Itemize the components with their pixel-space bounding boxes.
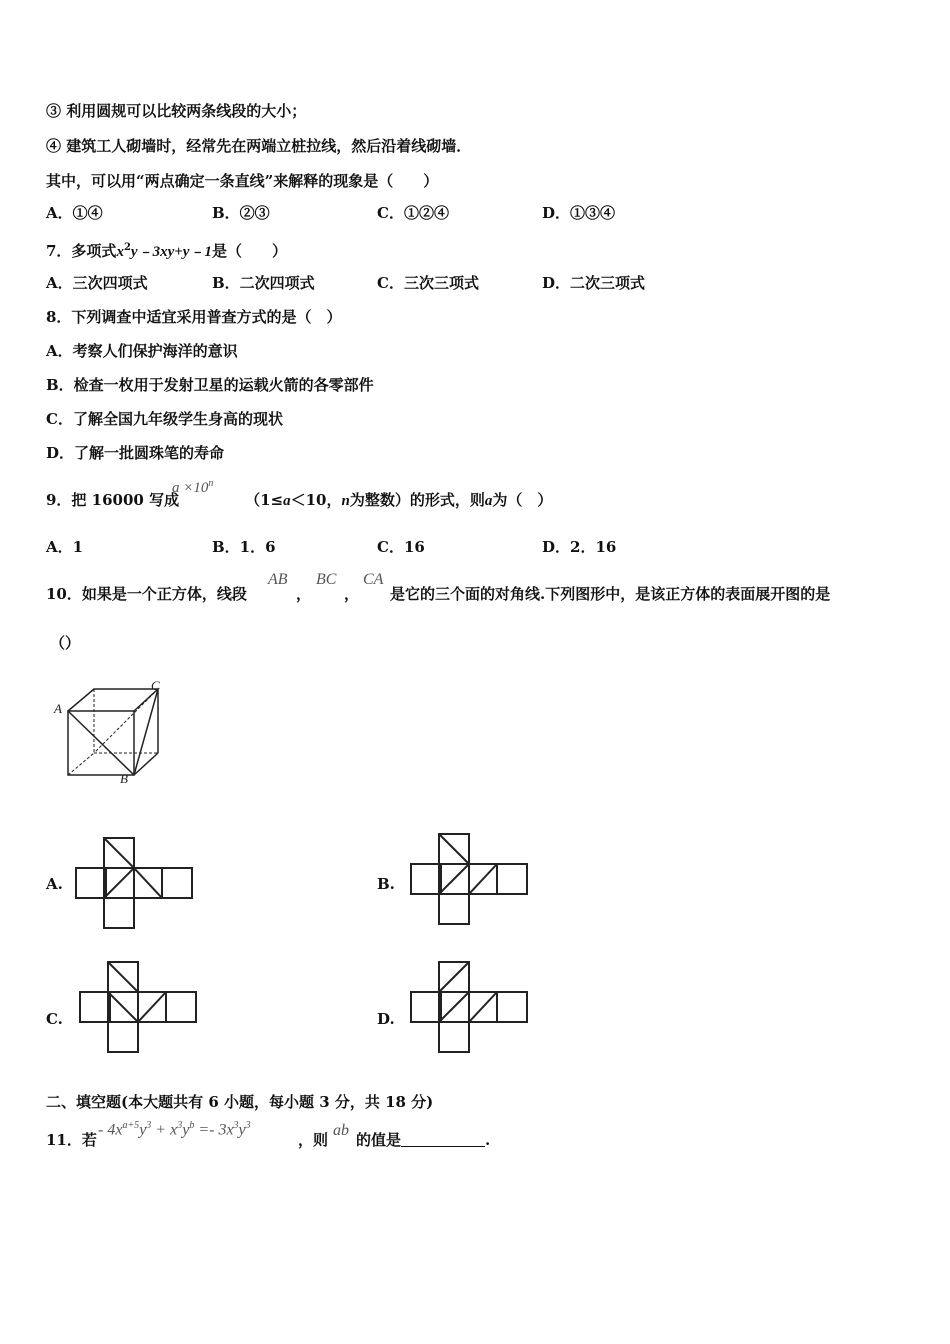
q6-option-b: B．②③ xyxy=(212,204,270,222)
q10-seg-ab: AB xyxy=(268,571,288,588)
cube-label-b: B xyxy=(120,771,128,786)
q11-expr-sup6: 3 xyxy=(245,1120,251,1131)
statement-4: ④ 建筑工人砌墙时，经常先在两端立桩拉线，然后沿着线砌墙． xyxy=(46,137,472,155)
q11-expression xyxy=(98,1120,251,1139)
net-figure-a xyxy=(72,834,197,934)
cube-label-a: A xyxy=(54,701,62,716)
q7-option-b: B．二次四项式 xyxy=(212,274,315,292)
q11-expr-part5: =- 3x xyxy=(194,1121,234,1139)
q11-expr-part1: - 4x xyxy=(98,1121,123,1139)
q11-end: . xyxy=(485,1131,491,1149)
q8-option-b: B．检查一枚用于发射卫星的运载火箭的各零部件 xyxy=(46,376,374,394)
q10-comma-1: ， xyxy=(296,585,312,603)
q11-expr-sup4: b xyxy=(189,1120,195,1131)
q10-stem: 10．如果是一个正方体，线段 xyxy=(46,585,247,603)
q7-option-d: D．二次三项式 xyxy=(542,274,646,292)
q7-expr-sup: 2 xyxy=(123,242,131,253)
q11-expr-part6: y xyxy=(238,1121,246,1139)
net-figure-b xyxy=(407,830,532,930)
q11-expr-sup5: 3 xyxy=(233,1120,239,1131)
q10-paren: （） xyxy=(50,634,81,652)
q9-option-b: B．1．6 xyxy=(212,538,276,556)
net-label-c: C. xyxy=(46,1010,63,1028)
q7-prefix: 7．多项式 xyxy=(46,242,117,260)
q11-mid: ，则 xyxy=(298,1131,329,1149)
q11-expr-part4: y xyxy=(182,1121,190,1139)
q9-cond-open: （1≤ xyxy=(245,491,284,509)
q10-seg-ca: CA xyxy=(363,571,384,588)
q11-expr-sup3: 3 xyxy=(177,1120,183,1131)
section-2-title: 二、填空题(本大题共有 6 小题，每小题 3 分，共 18 分) xyxy=(46,1093,434,1111)
q11-expr-part3: + x xyxy=(151,1121,178,1139)
q9-ask-a: a xyxy=(484,493,493,509)
net-figure-d xyxy=(407,958,532,1058)
q7-option-a: A．三次四项式 xyxy=(46,274,148,292)
q6-option-a: A．①④ xyxy=(46,204,103,222)
q9-cond-mid: ＜10， xyxy=(290,491,342,509)
net-label-d: D. xyxy=(377,1010,395,1028)
q9-option-c: C．16 xyxy=(377,538,425,556)
q9-option-a: A．1 xyxy=(46,538,84,556)
q11-suffix: 的值是 xyxy=(356,1131,402,1149)
q8-option-a: A．考察人们保护海洋的意识 xyxy=(46,342,238,360)
q7-option-c: C．三次三项式 xyxy=(377,274,479,292)
q6-stem: 其中，可以用“两点确定一条直线”来解释的现象是（ ） xyxy=(46,172,439,190)
q11-expr-part2: y xyxy=(139,1121,147,1139)
q7-expr-rest: y﹣3xy+y﹣1 xyxy=(130,244,212,260)
q8-option-d: D．了解一批圆珠笔的寿命 xyxy=(46,444,225,462)
q9-cond-a: a xyxy=(283,493,291,509)
q11-ab: ab xyxy=(333,1122,349,1139)
statement-3: ③ 利用圆规可以比较两条线段的大小； xyxy=(46,102,307,120)
q8-stem: 8．下列调查中适宜采用普查方式的是（ ） xyxy=(46,308,342,326)
q11-expr-sup1: a+5 xyxy=(122,1120,140,1131)
q11-answer-blank[interactable] xyxy=(401,1132,485,1147)
q7-expr-x: x xyxy=(116,244,124,260)
q9-formula-sup: n xyxy=(208,478,214,489)
net-figure-c xyxy=(76,958,201,1058)
net-label-b: B. xyxy=(377,875,395,893)
q10-seg-bc: BC xyxy=(316,571,337,588)
q9-formula xyxy=(172,478,213,497)
q9-formula-base: a ×10 xyxy=(172,480,209,496)
q11-expr-sup2: 3 xyxy=(146,1120,152,1131)
cube-label-c: C xyxy=(151,678,160,693)
q9-option-d: D．2．16 xyxy=(542,538,617,556)
q9-stem xyxy=(46,490,552,511)
q9-cond-close: 为整数）的形式，则 xyxy=(349,491,485,509)
q7-stem xyxy=(46,238,287,262)
q6-option-c: C．①②④ xyxy=(377,204,449,222)
net-label-a: A. xyxy=(46,875,63,893)
q6-option-d: D．①③④ xyxy=(542,204,616,222)
q8-option-c: C．了解全国九年级学生身高的现状 xyxy=(46,410,283,428)
q9-suffix: 为（ ） xyxy=(492,491,553,509)
q11-tail xyxy=(356,1130,490,1150)
q9-cond-n: n xyxy=(341,493,350,509)
q11-prefix: 11．若 xyxy=(46,1131,97,1149)
q10-suffix: 是它的三个面的对角线.下列图形中，是该正方体的表面展开图的是 xyxy=(390,585,831,603)
q7-suffix: 是（ ） xyxy=(211,242,287,260)
q10-comma-2: ， xyxy=(344,585,360,603)
q9-prefix: 9．把 16000 写成 xyxy=(46,491,180,509)
